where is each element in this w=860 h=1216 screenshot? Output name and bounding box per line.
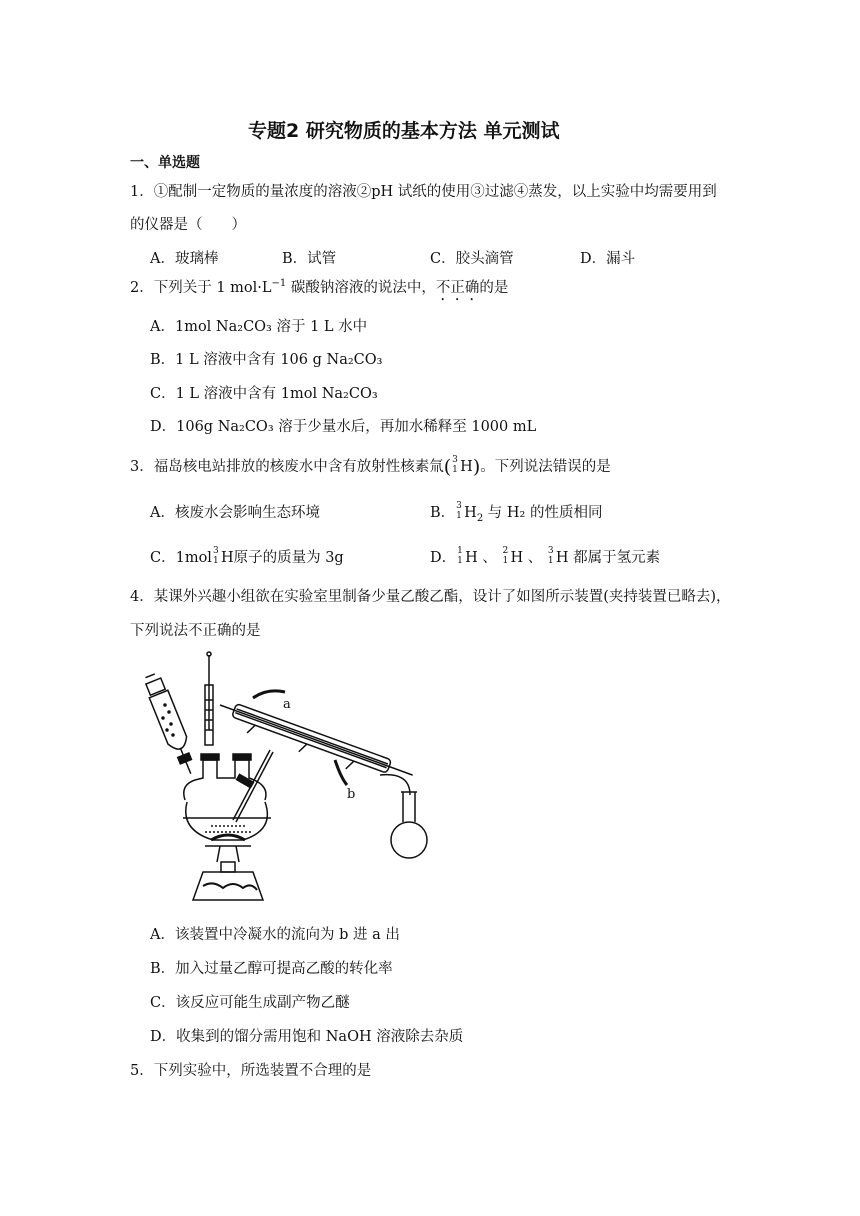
q2-stem-mid: 碳酸钠溶液的说法中， — [286, 280, 436, 296]
q4-stem-line2: 下列说法不正确的是 — [130, 623, 261, 639]
q1-option-a: A．玻璃棒 — [150, 251, 219, 267]
hose-label-b: b — [347, 787, 356, 802]
q4-option-d: D．收集到的馏分需用饱和 NaOH 溶液除去杂质 — [150, 1029, 464, 1045]
section-heading: 一、单选题 — [130, 155, 200, 171]
q3-option-c: C．1mol 3 1 H原子的质量为 3g — [150, 546, 344, 566]
q3-option-d: D． 1 1 H 、 2 1 H 、 3 1 H 都属于氢元素 — [430, 546, 661, 566]
q1-stem-line1: 1．①配制一定物质的量浓度的溶液②pH 试纸的使用③过滤④蒸发，以上实验中均需要用到 — [130, 184, 717, 200]
q4-option-b: B．加入过量乙醇可提高乙酸的转化率 — [150, 961, 393, 977]
q5-stem: 5．下列实验中，所选装置不合理的是 — [130, 1063, 372, 1079]
q4-option-c: C．该反应可能生成副产物乙醚 — [150, 995, 350, 1011]
q2-option-b: B．1 L 溶液中含有 106 g Na₂CO₃ — [150, 352, 383, 368]
q4-option-a: A．该装置中冷凝水的流向为 b 进 a 出 — [150, 927, 400, 943]
q2-stem-emphasis: 不正确 — [435, 280, 480, 296]
thermometer — [205, 652, 213, 745]
q2-stem-sup: −1 — [271, 278, 287, 290]
q4-stem-line1: 4．某课外兴趣小组欲在实验室里制备少量乙酸乙酯，设计了如图所示装置(夹持装置已略去)， — [130, 589, 731, 605]
q1-option-c: C．胶头滴管 — [430, 251, 514, 267]
q1-option-b: B．试管 — [282, 251, 337, 267]
q2-stem-post: 的是 — [479, 280, 509, 296]
q3-stem-post: 。下列说法错误的是 — [480, 459, 611, 475]
q2-option-d: D．106g Na₂CO₃ 溶于少量水后，再加水稀释至 1000 mL — [150, 419, 537, 435]
three-neck-flask — [183, 754, 271, 840]
distillation-apparatus-diagram — [125, 650, 445, 910]
q1-stem-line2: 的仪器是（ ） — [130, 217, 246, 233]
page-title: 专题2 研究物质的基本方法 单元测试 — [248, 120, 560, 142]
alcohol-lamp — [193, 846, 263, 900]
q2-stem-pre: 2．下列关于 1 mol·L — [130, 280, 272, 296]
q2-option-c: C．1 L 溶液中含有 1mol Na₂CO₃ — [150, 386, 378, 402]
q2-option-a: A．1mol Na₂CO₃ 溶于 1 L 水中 — [150, 319, 368, 335]
hose-label-a: a — [283, 697, 291, 712]
q3-stem: 3．福岛核电站排放的核废水中含有放射性核素氚( 3 1 H)。下列说法错误的是 — [130, 455, 611, 478]
q2-stem — [130, 276, 508, 304]
receiving-flask — [391, 792, 427, 858]
q3-option-a: A．核废水会影响生态环境 — [150, 505, 320, 521]
q1-option-d: D．漏斗 — [580, 251, 636, 267]
q3-stem-pre: 3．福岛核电站排放的核废水中含有放射性核素氚 — [130, 459, 444, 475]
q3-option-b: B． 3 1 $H_2$ 与 H₂ 的性质相同 — [430, 501, 603, 524]
